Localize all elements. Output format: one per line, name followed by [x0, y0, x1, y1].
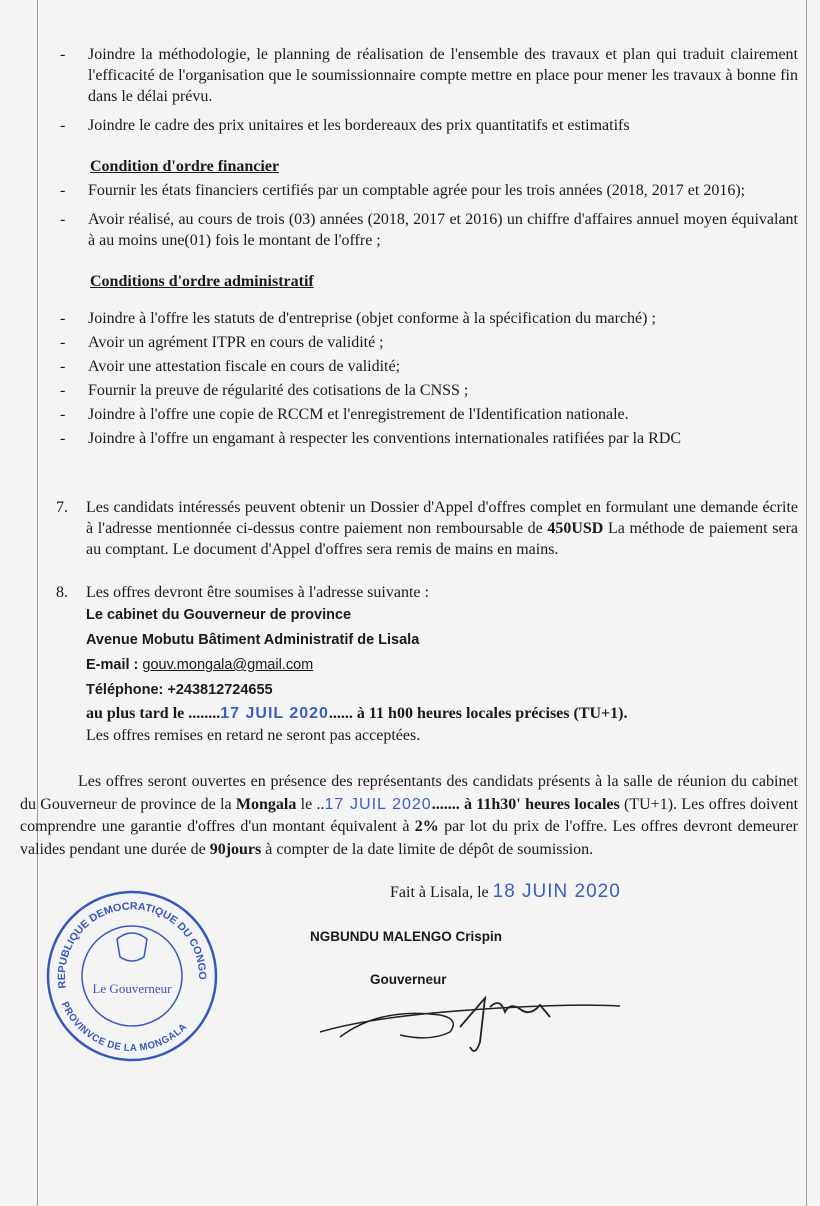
bullet-dash: -: [60, 430, 66, 447]
coat-of-arms-icon: [117, 933, 147, 961]
list-item-text: Fournir la preuve de régularité des cotisations de la CNSS ;: [88, 382, 469, 399]
email-link[interactable]: gouv.mongala@gmail.com: [142, 657, 314, 673]
item-7: [20, 497, 798, 560]
list-item: [20, 115, 798, 136]
late-notice: Les offres remises en retard ne seront pas acceptées.: [86, 727, 421, 744]
svg-text:REPUBLIQUE DEMOCRATIQUE DU CON: [56, 900, 208, 989]
list-item-text: Joindre à l'offre les statuts de d'entreprise (objet conforme à la spécification du marché) ;: [88, 310, 656, 327]
signature-block: [20, 879, 798, 1099]
list-item: [20, 44, 798, 107]
financial-heading: Condition d'ordre financier: [90, 158, 280, 175]
list-item-text: Avoir un agrément ITPR en cours de validité ;: [88, 334, 384, 351]
administrative-heading: Conditions d'ordre administratif: [90, 273, 314, 290]
signatory-name: NGBUNDU MALENGO Crispin: [310, 929, 502, 944]
deadline-text-b: ...... à 11 h00 heures locales précises (TU+1).: [328, 705, 628, 722]
opening-time: ....... à 11h30': [431, 795, 521, 813]
list-item-text: Fournir les états financiers certifiés par un comptable agrée pour les trois années (2018, 2017 et 2016);: [88, 182, 746, 199]
bullet-dash: -: [60, 211, 66, 228]
phone-line: Téléphone: +243812724655: [86, 682, 273, 698]
signature-place: Fait à Lisala, le: [390, 884, 489, 901]
list-item: [20, 332, 798, 353]
item-8-body: [86, 582, 798, 747]
list-item: [20, 180, 798, 201]
opening-text-f: à compter de la date limite de dépôt de soumission.: [261, 840, 594, 858]
item-7-amount: 450USD: [547, 520, 604, 537]
bullet-dash: -: [60, 310, 66, 327]
opening-hours: heures locales: [525, 795, 620, 813]
list-item-text: Joindre le cadre des prix unitaires et les bordereaux des prix quantitatifs et estimatifs: [88, 117, 630, 134]
bullet-dash: -: [60, 182, 66, 199]
seal-bottom-text: PROVINVCE DE LA MONGALA: [58, 1000, 190, 1055]
signatory-title: Gouverneur: [370, 972, 447, 987]
validity-days: 90jours: [209, 840, 262, 858]
deadline-date-stamp: 17 JUIL 2020: [220, 705, 329, 722]
bullet-dash: -: [60, 358, 66, 375]
administrative-list: [20, 308, 798, 449]
item-7-text-b: La méthode de paiement sera au comptant. Le document d'Appel d'offres sera remis de mains en mains.: [86, 520, 799, 558]
guarantee-percent: 2%: [414, 818, 439, 835]
list-item: [20, 209, 798, 251]
email-label: E-mail :: [86, 657, 143, 673]
signature-text: [310, 879, 730, 1062]
bullet-dash: -: [60, 406, 66, 423]
item-7-text: [86, 497, 798, 560]
seal-center-text: Le Gouverneur: [92, 981, 172, 996]
list-item: [20, 356, 798, 377]
list-item-text: Joindre à l'offre une copie de RCCM et l'enregistrement de l'Identification nationale.: [88, 406, 629, 423]
province-name: Mongala: [235, 795, 297, 813]
opening-text-a: Les offres seront ouvertes en présence des représentants des candidats présents à la salle de réunion du cabinet du Gouverneur de province de la: [20, 773, 798, 813]
address-line-2: Avenue Mobutu Bâtiment Administratif de Lisala: [86, 632, 420, 648]
opening-text-d: (TU+1). Les offres doivent comprendre une garantie d'offres d'un montant équivalent à: [20, 795, 799, 835]
deadline-text-a: au plus tard le ........: [86, 705, 221, 722]
item-8-number: 8.: [56, 584, 68, 601]
handwritten-signature: [310, 992, 630, 1062]
item-8: [20, 582, 798, 747]
list-item: [20, 380, 798, 401]
item-7-text-a: Les candidats intéressés peuvent obtenir un Dossier d'Appel d'offres complet en formulant une demande écrite à l'adresse mentionnée ci-dessus contre paiement non remboursable de: [86, 499, 798, 537]
signature-date-stamp: 18 JUIN 2020: [492, 881, 621, 902]
item-7-number: 7.: [56, 499, 68, 516]
bullet-dash: -: [60, 334, 66, 351]
address-line-1: Le cabinet du Gouverneur de province: [86, 607, 352, 623]
item-8-intro: Les offres devront être soumises à l'adresse suivante :: [86, 584, 429, 601]
opening-paragraph: [20, 771, 798, 861]
official-seal: [45, 889, 220, 1064]
opening-text-b: le ..: [296, 795, 325, 813]
bullet-dash: -: [60, 117, 66, 134]
list-item-text: Avoir une attestation fiscale en cours de validité;: [88, 358, 401, 375]
seal-outer-text: REPUBLIQUE DEMOCRATIQUE DU CONGO: [55, 900, 209, 990]
list-item-text: Joindre la méthodologie, le planning de réalisation de l'ensemble des travaux et plan qui traduit clairement l'efficacité de l'organisation que le soumissionnaire compte mettre en place pour mener les travaux à bonne fin dans le délai prévu.: [88, 46, 798, 105]
list-item-text: Joindre à l'offre un engamant à respecter les conventions internationales ratifiées par la RDC: [88, 430, 682, 447]
signature-place-line: [390, 879, 730, 906]
opening-date-stamp: 17 JUIL 2020: [324, 795, 432, 813]
list-item: [20, 404, 798, 425]
bullet-dash: -: [60, 382, 66, 399]
list-item-text: Avoir réalisé, au cours de trois (03) années (2018, 2017 et 2016) un chiffre d'affaires annuel moyen équivalant à au moins une(01) fois le montant de l'offre ;: [88, 211, 798, 249]
email-line: [86, 653, 798, 678]
deadline-line: [86, 703, 798, 725]
opening-text-e: par lot du prix de l'offre. Les offres devront demeurer valides pendant une durée de: [20, 818, 799, 858]
list-item: [20, 308, 798, 329]
list-item: [20, 428, 798, 449]
bullet-dash: -: [60, 46, 66, 63]
